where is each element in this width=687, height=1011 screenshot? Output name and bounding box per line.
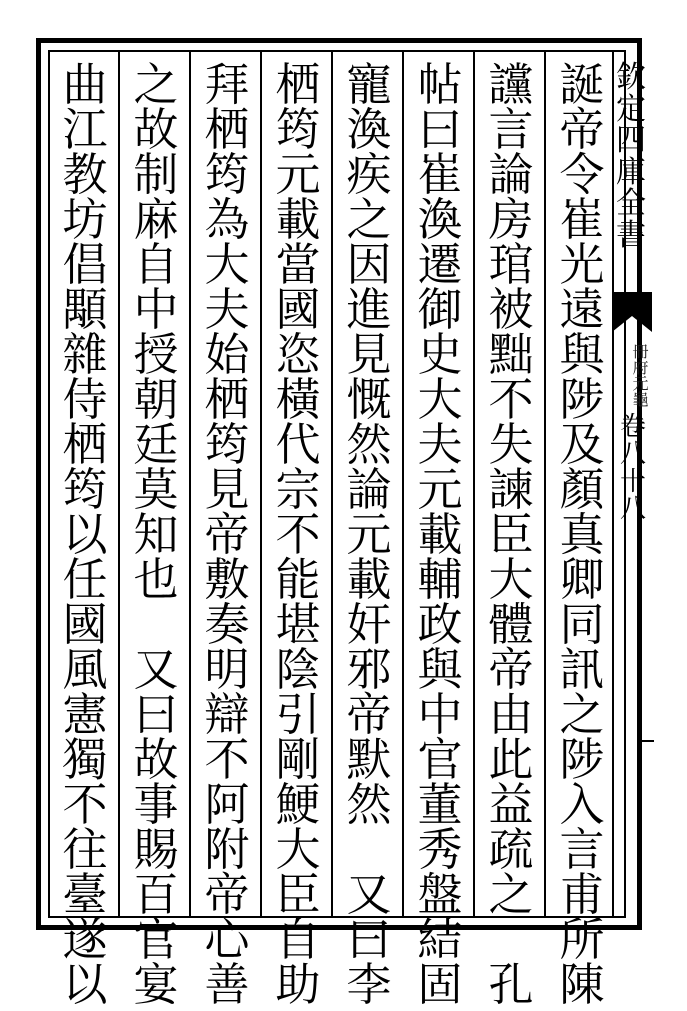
character: 筠 bbox=[275, 103, 321, 156]
character: 奸 bbox=[346, 598, 392, 651]
character: 筠 bbox=[204, 418, 250, 471]
character: 疏 bbox=[488, 823, 534, 876]
character: 言 bbox=[488, 103, 534, 156]
character: 論 bbox=[346, 463, 392, 516]
column-rule bbox=[473, 50, 475, 918]
character: 不 bbox=[62, 778, 108, 831]
character: 陳 bbox=[559, 958, 605, 1011]
character: 此 bbox=[488, 733, 534, 786]
character: 廷 bbox=[133, 418, 179, 471]
character: 事 bbox=[133, 778, 179, 831]
text-column-1 bbox=[555, 58, 609, 1011]
character: 獨 bbox=[62, 733, 108, 786]
collection-title bbox=[614, 62, 648, 251]
text-column-7 bbox=[129, 58, 183, 1011]
character: 又 bbox=[346, 868, 392, 921]
character: 元 bbox=[275, 148, 321, 201]
character: 鯁 bbox=[275, 778, 321, 831]
character: 官 bbox=[417, 733, 463, 786]
character: 附 bbox=[204, 823, 250, 876]
character: 制 bbox=[133, 148, 179, 201]
character: 剛 bbox=[275, 733, 321, 786]
text-column-5 bbox=[271, 58, 325, 1011]
character: 國 bbox=[275, 283, 321, 336]
text-column-3 bbox=[413, 58, 467, 1011]
character: 被 bbox=[488, 283, 534, 336]
character: 官 bbox=[133, 913, 179, 966]
character: 見 bbox=[346, 328, 392, 381]
character: 百 bbox=[133, 868, 179, 921]
character: 拜 bbox=[204, 58, 250, 111]
character: 庫 bbox=[616, 154, 646, 190]
character: 宗 bbox=[275, 463, 321, 516]
character: 栖 bbox=[204, 373, 250, 426]
column-rule bbox=[331, 50, 333, 918]
character: 進 bbox=[346, 283, 392, 336]
character: 秀 bbox=[417, 823, 463, 876]
character: 知 bbox=[133, 508, 179, 561]
character: 之 bbox=[488, 868, 534, 921]
character: 全 bbox=[616, 186, 646, 221]
character: 帝 bbox=[204, 868, 250, 921]
character: 八 bbox=[619, 439, 646, 470]
character: 心 bbox=[204, 913, 250, 966]
character: 代 bbox=[275, 418, 321, 471]
character: 助 bbox=[275, 958, 321, 1011]
character: 曰 bbox=[346, 913, 392, 966]
character: 堪 bbox=[275, 598, 321, 651]
character: 大 bbox=[417, 373, 463, 426]
character: 臣 bbox=[275, 868, 321, 921]
character: 八 bbox=[619, 493, 646, 524]
character: 李 bbox=[346, 958, 392, 1011]
character: 董 bbox=[417, 778, 463, 831]
character: 曲 bbox=[62, 58, 108, 111]
character: 邪 bbox=[346, 643, 392, 696]
character: 真 bbox=[559, 508, 605, 561]
character: 所 bbox=[559, 913, 605, 966]
character: 顒 bbox=[62, 283, 108, 336]
character: 體 bbox=[488, 598, 534, 651]
character: 麻 bbox=[133, 193, 179, 246]
character: 書 bbox=[616, 217, 646, 253]
character: 辯 bbox=[204, 688, 250, 741]
character: 載 bbox=[275, 193, 321, 246]
character: 筠 bbox=[62, 463, 108, 516]
character: 大 bbox=[488, 553, 534, 606]
column-rule bbox=[402, 50, 404, 918]
character: 臣 bbox=[488, 508, 534, 561]
character: 栖 bbox=[275, 58, 321, 111]
character: 定 bbox=[616, 91, 646, 127]
character: 橫 bbox=[275, 373, 321, 426]
margin-mark bbox=[640, 740, 654, 758]
character: 讜 bbox=[488, 58, 534, 111]
character: 不 bbox=[488, 373, 534, 426]
character: 憲 bbox=[62, 688, 108, 741]
character: 不 bbox=[275, 508, 321, 561]
character: 始 bbox=[204, 328, 250, 381]
column-rule bbox=[260, 50, 262, 918]
character: 論 bbox=[488, 148, 534, 201]
character: 又 bbox=[133, 643, 179, 696]
character: 曰 bbox=[417, 103, 463, 156]
character: 然 bbox=[346, 778, 392, 831]
character: 引 bbox=[275, 688, 321, 741]
character: 帖 bbox=[417, 58, 463, 111]
character: 入 bbox=[559, 778, 605, 831]
character: 栖 bbox=[62, 418, 108, 471]
character: 元 bbox=[417, 463, 463, 516]
character: 曰 bbox=[133, 688, 179, 741]
character: 遠 bbox=[559, 283, 605, 336]
character: 也 bbox=[133, 553, 179, 606]
character: 奏 bbox=[204, 598, 250, 651]
column-rule bbox=[118, 50, 120, 918]
character: 令 bbox=[559, 148, 605, 201]
character: 中 bbox=[417, 688, 463, 741]
character: 見 bbox=[204, 463, 250, 516]
character: 同 bbox=[559, 598, 605, 651]
character: 陰 bbox=[275, 643, 321, 696]
character: 帝 bbox=[204, 508, 250, 561]
character: 以 bbox=[62, 508, 108, 561]
character: 默 bbox=[346, 733, 392, 786]
character: 阿 bbox=[204, 778, 250, 831]
character: 輔 bbox=[417, 553, 463, 606]
character: 慨 bbox=[346, 373, 392, 426]
character: 之 bbox=[133, 58, 179, 111]
character: 崔 bbox=[559, 193, 605, 246]
character: 言 bbox=[559, 823, 605, 876]
character: 訊 bbox=[559, 643, 605, 696]
character: 賜 bbox=[133, 823, 179, 876]
character: 及 bbox=[559, 418, 605, 471]
character: 當 bbox=[275, 238, 321, 291]
character: 栖 bbox=[204, 103, 250, 156]
character bbox=[129, 602, 183, 647]
character: 史 bbox=[417, 328, 463, 381]
character: 帝 bbox=[559, 103, 605, 156]
character: 中 bbox=[133, 283, 179, 336]
character: 誕 bbox=[559, 58, 605, 111]
character: 自 bbox=[133, 238, 179, 291]
character: 之 bbox=[559, 688, 605, 741]
character: 敷 bbox=[204, 553, 250, 606]
character: 大 bbox=[204, 238, 250, 291]
character: 渙 bbox=[346, 103, 392, 156]
character: 坊 bbox=[62, 193, 108, 246]
character: 渙 bbox=[417, 193, 463, 246]
character bbox=[342, 827, 396, 872]
volume-label bbox=[618, 414, 648, 523]
character: 與 bbox=[417, 643, 463, 696]
character: 欽 bbox=[616, 60, 646, 95]
character: 與 bbox=[559, 328, 605, 381]
character: 房 bbox=[488, 193, 534, 246]
character: 帝 bbox=[488, 643, 534, 696]
character: 顏 bbox=[559, 463, 605, 516]
character: 夫 bbox=[204, 283, 250, 336]
character: 黜 bbox=[488, 328, 534, 381]
character: 載 bbox=[346, 553, 392, 606]
character: 御 bbox=[417, 283, 463, 336]
character: 莫 bbox=[133, 463, 179, 516]
character: 卷 bbox=[619, 412, 646, 442]
character: 疾 bbox=[346, 148, 392, 201]
character: 任 bbox=[62, 553, 108, 606]
character: 光 bbox=[559, 238, 605, 291]
character: 遂 bbox=[62, 913, 108, 966]
character: 侍 bbox=[62, 373, 108, 426]
character: 十 bbox=[619, 466, 646, 497]
character: 由 bbox=[488, 688, 534, 741]
character: 諫 bbox=[488, 463, 534, 516]
character: 失 bbox=[488, 418, 534, 471]
character: 不 bbox=[204, 733, 250, 786]
character: 陟 bbox=[559, 373, 605, 426]
character: 帝 bbox=[346, 688, 392, 741]
character: 元 bbox=[346, 508, 392, 561]
character: 自 bbox=[275, 913, 321, 966]
character: 能 bbox=[275, 553, 321, 606]
character: 之 bbox=[346, 193, 392, 246]
text-column-2 bbox=[484, 58, 538, 1011]
character: 善 bbox=[204, 958, 250, 1011]
character: 政 bbox=[417, 598, 463, 651]
character: 明 bbox=[204, 643, 250, 696]
character: 倡 bbox=[62, 238, 108, 291]
character: 因 bbox=[346, 238, 392, 291]
character: 載 bbox=[417, 508, 463, 561]
character: 陟 bbox=[559, 733, 605, 786]
character: 宴 bbox=[133, 958, 179, 1011]
character: 甫 bbox=[559, 868, 605, 921]
character: 以 bbox=[62, 958, 108, 1011]
column-rule bbox=[544, 50, 546, 918]
character: 琯 bbox=[488, 238, 534, 291]
character: 大 bbox=[275, 823, 321, 876]
character: 孔 bbox=[488, 958, 534, 1011]
character: 故 bbox=[133, 733, 179, 786]
character: 往 bbox=[62, 823, 108, 876]
text-column-8 bbox=[58, 58, 112, 1011]
character: 固 bbox=[417, 958, 463, 1011]
character bbox=[484, 917, 538, 962]
character: 夫 bbox=[417, 418, 463, 471]
character: 風 bbox=[62, 643, 108, 696]
character: 教 bbox=[62, 148, 108, 201]
book-title: 冊府元龜 bbox=[630, 343, 649, 407]
column-rule bbox=[189, 50, 191, 918]
character: 為 bbox=[204, 193, 250, 246]
character: 寵 bbox=[346, 58, 392, 111]
character: 授 bbox=[133, 328, 179, 381]
character: 江 bbox=[62, 103, 108, 156]
character: 雜 bbox=[62, 328, 108, 381]
character: 四 bbox=[616, 123, 646, 158]
character: 卿 bbox=[559, 553, 605, 606]
character: 恣 bbox=[275, 328, 321, 381]
character: 崔 bbox=[417, 148, 463, 201]
character: 筠 bbox=[204, 148, 250, 201]
character: 臺 bbox=[62, 868, 108, 921]
character: 國 bbox=[62, 598, 108, 651]
character: 故 bbox=[133, 103, 179, 156]
character: 結 bbox=[417, 913, 463, 966]
text-column-4 bbox=[342, 58, 396, 1011]
character: 然 bbox=[346, 418, 392, 471]
character: 益 bbox=[488, 778, 534, 831]
text-column-6 bbox=[200, 58, 254, 1011]
character: 朝 bbox=[133, 373, 179, 426]
character: 盤 bbox=[417, 868, 463, 921]
character: 遷 bbox=[417, 238, 463, 291]
